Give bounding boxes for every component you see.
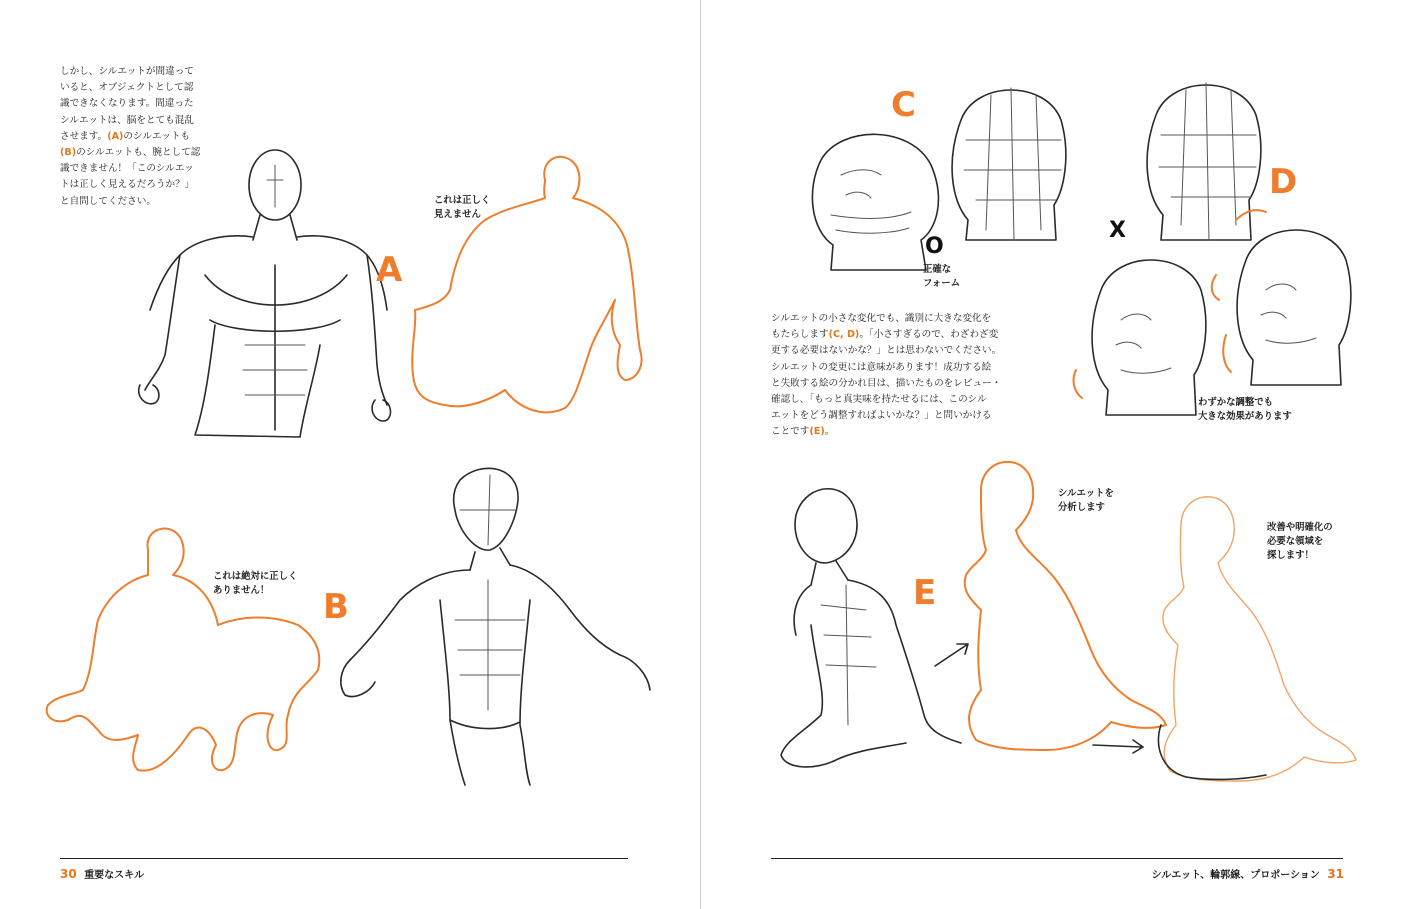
figure-reference: (C, D) [828, 329, 860, 341]
label-a: A [376, 250, 403, 290]
caption-line: シルエットを [1058, 488, 1114, 499]
figure-a-silhouette [405, 150, 665, 420]
text-segment: もたらします [771, 329, 829, 341]
footer-rule-right [771, 858, 1343, 859]
text-segment: ことです [771, 426, 810, 438]
figure-e-refined-silhouette [1156, 485, 1366, 785]
caption-line: これは絶対に正しく [213, 571, 298, 582]
label-e: E [913, 573, 937, 613]
intro-line: と自問してください。 [60, 195, 156, 207]
caption-analyze [1058, 487, 1114, 515]
label-d: D [1269, 162, 1298, 202]
caption-line: 正確な [923, 264, 952, 275]
page-number-left: 30 [60, 867, 77, 881]
intro-line [60, 129, 240, 145]
caption-line: 必要な領域を [1267, 536, 1324, 547]
intro-line: いると、オブジェクトとして認 [60, 82, 194, 94]
intro-line: シルエットは、脳をとても混乱 [60, 114, 194, 126]
caption-line: ありません！ [213, 585, 270, 596]
caption-line: 大きな効果があります [1198, 411, 1292, 422]
figure-e-kneeling-sketch [776, 485, 981, 775]
wrong-mark: X [1109, 218, 1126, 243]
intro-line: 識できなくなります。間違った [60, 98, 194, 110]
caption-correct-form [923, 263, 960, 291]
figure-b-reaching-sketch [330, 460, 660, 790]
arrow-icon-2 [1091, 735, 1151, 755]
body-line: エットをどう調整すればよいかな？」と問いかける [771, 410, 992, 422]
section-title-right: シルエット、輪郭線、プロポーション [1151, 870, 1320, 881]
text-segment: のシルエットも [123, 130, 191, 142]
caption-line: 探します！ [1267, 550, 1314, 561]
caption-line: 分析します [1058, 502, 1105, 513]
folio-right [1152, 866, 1344, 881]
body-line [771, 424, 1081, 440]
intro-line: 識できません！「このシルエッ [60, 163, 194, 175]
text-segment: 。「小さすぎるので、わざわざ変 [859, 329, 999, 341]
body-line: シルエットの変更には意味があります！成功する絵 [771, 361, 992, 373]
intro-line: しかし、シルエットが間違って [60, 66, 194, 77]
figure-c-planar-head [936, 80, 1076, 250]
correct-mark: O [925, 234, 944, 259]
footer-rule-left [60, 858, 628, 859]
caption-line: 見えません [434, 209, 481, 220]
figure-a-muscle-torso [125, 145, 395, 445]
figure-reference: (E) [809, 426, 825, 438]
figure-b-silhouette [38, 520, 338, 780]
figure-reference: (A) [107, 130, 124, 142]
caption-line: 改善や明確化の [1267, 522, 1333, 533]
caption-improve [1267, 521, 1333, 563]
body-paragraph [771, 311, 1081, 441]
body-line [771, 327, 1081, 343]
text-segment: 。 [824, 426, 835, 438]
caption-b [213, 570, 297, 598]
intro-line: トは正しく見えるだろうか？」 [60, 179, 195, 191]
text-segment: のシルエットも、腕として認 [76, 147, 201, 159]
caption-line: わずかな調整でも [1198, 397, 1274, 408]
caption-line: これは正しく [434, 195, 491, 206]
label-b: B [323, 587, 349, 627]
text-segment: させます。 [60, 130, 108, 142]
caption-line: フォーム [923, 278, 961, 289]
caption-d [1198, 396, 1292, 424]
body-line: 更する必要はないかな？」とは思わないでください。 [771, 345, 1002, 357]
body-line: 確認し、「もっと真実味を持たせるには、このシル [771, 394, 987, 406]
label-c: C [891, 85, 916, 125]
right-page [701, 0, 1401, 909]
figure-d-head-left [1076, 250, 1216, 420]
folio-left [60, 866, 144, 881]
figure-d-head-right [1221, 220, 1361, 395]
page-number-right: 31 [1327, 867, 1344, 881]
section-title-left: 重要なスキル [84, 870, 145, 881]
body-line: と失敗する絵の分かれ目は、描いたものをレビュー・ [771, 377, 1002, 389]
figure-reference: (B) [60, 147, 77, 159]
body-line: シルエットの小さな変化でも、識別に大きな変化を [771, 313, 992, 324]
